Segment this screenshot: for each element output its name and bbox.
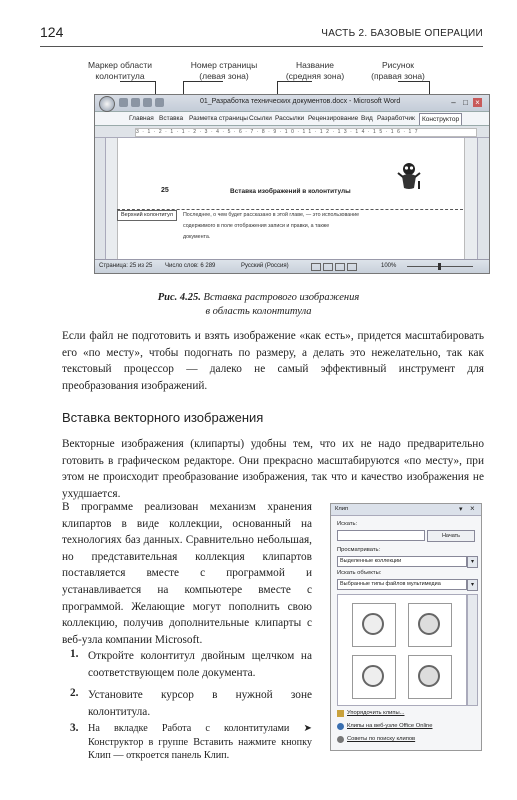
callout-marker-line2: колонтитула bbox=[95, 71, 145, 81]
header-picture-icon bbox=[395, 161, 423, 191]
callout-picture bbox=[363, 60, 433, 82]
clip-results-grid bbox=[337, 594, 467, 706]
vertical-ruler[interactable] bbox=[95, 138, 106, 260]
vertical-scrollbar[interactable] bbox=[477, 138, 489, 259]
search-in-select[interactable]: Выделенные коллекции bbox=[337, 556, 467, 567]
organize-clips-link[interactable]: Упорядочить клипы... bbox=[347, 710, 405, 716]
clip-art-panel bbox=[330, 503, 482, 751]
status-bar bbox=[95, 259, 489, 273]
caption-label: Рис. 4.25. bbox=[157, 292, 201, 303]
tab-developer[interactable]: Разработчик bbox=[377, 115, 415, 122]
paragraph-2: Векторные изображения (клипарты) удобны тем, что их не надо предварительно готовить в графическом редакторе. Они прекрасно масштабируются «по месту», при этом не происходит преобразование изображения, так что и качество изображения не ухудшается. bbox=[62, 438, 484, 500]
clip-thumbnail[interactable] bbox=[408, 603, 452, 647]
list-item: На вкладке Работа с колонтитулами ➤ Конструктор в группе Вставить нажмите кнопку Клип — откроется панель Клип. bbox=[88, 723, 312, 762]
callout-picture-line2: (правая зона) bbox=[371, 71, 425, 81]
header-divider bbox=[40, 46, 483, 47]
page-number: 124 bbox=[40, 24, 64, 40]
organize-icon bbox=[337, 710, 344, 717]
search-go-button[interactable]: Начать bbox=[427, 530, 475, 542]
view-buttons[interactable] bbox=[311, 263, 371, 270]
ribbon-tabs bbox=[95, 112, 489, 126]
zoom-slider-thumb[interactable] bbox=[438, 263, 441, 270]
title-bar bbox=[95, 95, 489, 112]
search-label: Искать: bbox=[337, 521, 358, 527]
tab-design[interactable]: Конструктор bbox=[419, 113, 462, 125]
caption-line2: в область колонтитула bbox=[205, 306, 312, 317]
tab-home[interactable]: Главная bbox=[129, 115, 154, 122]
header-area-marker[interactable]: Верхний колонтитул bbox=[117, 210, 177, 221]
clip-thumbnail[interactable] bbox=[352, 603, 396, 647]
list-item: Установите курсор в нужной зоне колонтитула. bbox=[88, 689, 312, 718]
close-icon[interactable]: × bbox=[473, 98, 482, 107]
print-icon[interactable] bbox=[155, 98, 164, 107]
office-button-icon[interactable] bbox=[99, 96, 115, 112]
figure-caption bbox=[0, 291, 517, 319]
results-label: Искать объекты: bbox=[337, 570, 382, 576]
maximize-icon[interactable]: □ bbox=[463, 98, 468, 107]
clip-thumbnail[interactable] bbox=[352, 655, 396, 699]
leader-title-h bbox=[277, 81, 312, 82]
tab-references[interactable]: Ссылки bbox=[249, 115, 272, 122]
status-language[interactable]: Русский (Россия) bbox=[241, 263, 289, 269]
header-page-number: 25 bbox=[161, 187, 169, 194]
office-online-link[interactable]: Клипы на веб-узле Office Online bbox=[347, 723, 433, 729]
callout-pagenum-line2: (левая зона) bbox=[199, 71, 249, 81]
office-online-icon bbox=[337, 723, 344, 730]
minimize-icon[interactable]: – bbox=[451, 98, 456, 107]
caption-line1: Вставка растрового изображения bbox=[203, 292, 360, 303]
tab-view[interactable]: Вид bbox=[361, 115, 373, 122]
list-item: Откройте колонтитул двойным щелчком на соответствующем поле документа. bbox=[88, 650, 312, 679]
callout-page-number bbox=[182, 60, 266, 82]
help-icon bbox=[337, 736, 344, 743]
save-icon[interactable] bbox=[119, 98, 128, 107]
view-web-icon[interactable] bbox=[335, 263, 345, 271]
horizontal-ruler[interactable] bbox=[95, 126, 489, 138]
view-reading-icon[interactable] bbox=[323, 263, 333, 271]
clip-scrollbar[interactable] bbox=[467, 594, 478, 706]
tab-page-layout[interactable]: Разметка страницы bbox=[189, 115, 248, 122]
tab-insert[interactable]: Вставка bbox=[159, 115, 184, 122]
status-word-count[interactable]: Число слов: 6 289 bbox=[165, 263, 216, 269]
callout-title-line2: (средняя зона) bbox=[285, 71, 345, 81]
chevron-down-icon[interactable]: ▾ bbox=[467, 579, 478, 591]
search-in-label: Просматривать: bbox=[337, 547, 381, 553]
callout-picture-line1: Рисунок bbox=[381, 60, 415, 70]
callout-marker bbox=[80, 60, 160, 82]
header-title: Вставка изображений в колонтитулы bbox=[230, 188, 351, 195]
word-screenshot bbox=[94, 94, 490, 274]
results-select[interactable]: Выбранные типы файлов мультимедиа bbox=[337, 579, 467, 590]
callout-pagenum-line1: Номер страницы bbox=[190, 60, 258, 70]
view-outline-icon[interactable] bbox=[347, 263, 357, 271]
chapter-title: ЧАСТЬ 2. БАЗОВЫЕ ОПЕРАЦИИ bbox=[321, 28, 483, 39]
body-text-line: Последнее, о чем будет рассказано в этой главе, — это использование bbox=[183, 212, 360, 218]
callout-title bbox=[280, 60, 350, 82]
search-input[interactable] bbox=[337, 530, 425, 541]
list-number: 2. bbox=[70, 687, 79, 699]
paragraph-1: Если файл не подготовить и взять изображение «как есть», придется масштабировать его «по месту», чтобы подогнать по размеру, а делать это нежелательно, так как текстовый процессор — далеко не самый эффективный инструмент для преобразования изображений. bbox=[62, 330, 484, 392]
tab-mailings[interactable]: Рассылки bbox=[275, 115, 305, 122]
leader-pagenum-h bbox=[183, 81, 223, 82]
body-text-line: документа. bbox=[183, 234, 211, 240]
clip-panel-title: Клип bbox=[335, 506, 349, 512]
body-text-line: содержимого в поле отображения записи и правки, а также bbox=[183, 223, 330, 229]
view-print-layout-icon[interactable] bbox=[311, 263, 321, 271]
leader-marker-h bbox=[120, 81, 156, 82]
redo-icon[interactable] bbox=[143, 98, 152, 107]
status-page[interactable]: Страница: 25 из 25 bbox=[99, 263, 153, 269]
list-number: 1. bbox=[70, 648, 79, 660]
tab-review[interactable]: Рецензирование bbox=[308, 115, 359, 122]
chevron-down-icon[interactable]: ▾ bbox=[467, 556, 478, 568]
paragraph-3: В программе реализован механизм хранения клипартов в виде коллекции, основанный на технологиях баз данных. Сравнительно небольшая, но представительная коллекция клипартов поставляется вместе с программой и устанавливается на компьютере вместе с программой. Желающие могут пополнить свою коллекцию, получив дополнительные клипарты с веб-узла компании Microsoft. bbox=[62, 501, 312, 646]
section-heading: Вставка векторного изображения bbox=[62, 410, 264, 425]
list-number: 3. bbox=[70, 722, 79, 734]
clip-panel-titlebar bbox=[331, 504, 481, 516]
ruler-scale: 3·1·2·1·1·2·3·4·5·6·7·8·9·10·11·12·13·14·15·16·17 bbox=[135, 128, 477, 137]
document-title: 01_Разработка технических документов.docx - Microsoft Word bbox=[200, 98, 401, 105]
callout-marker-line1: Маркер области bbox=[87, 60, 153, 70]
close-icon[interactable]: × bbox=[470, 504, 475, 513]
search-tips-link[interactable]: Советы по поиску клипов bbox=[347, 736, 416, 742]
leader-picture-h bbox=[398, 81, 430, 82]
zoom-level[interactable]: 100% bbox=[381, 263, 397, 269]
undo-icon[interactable] bbox=[131, 98, 140, 107]
document-page[interactable] bbox=[117, 138, 465, 260]
callout-title-line1: Название bbox=[296, 60, 334, 70]
dropdown-arrow-icon[interactable]: ▾ bbox=[459, 506, 463, 513]
clip-thumbnail[interactable] bbox=[408, 655, 452, 699]
